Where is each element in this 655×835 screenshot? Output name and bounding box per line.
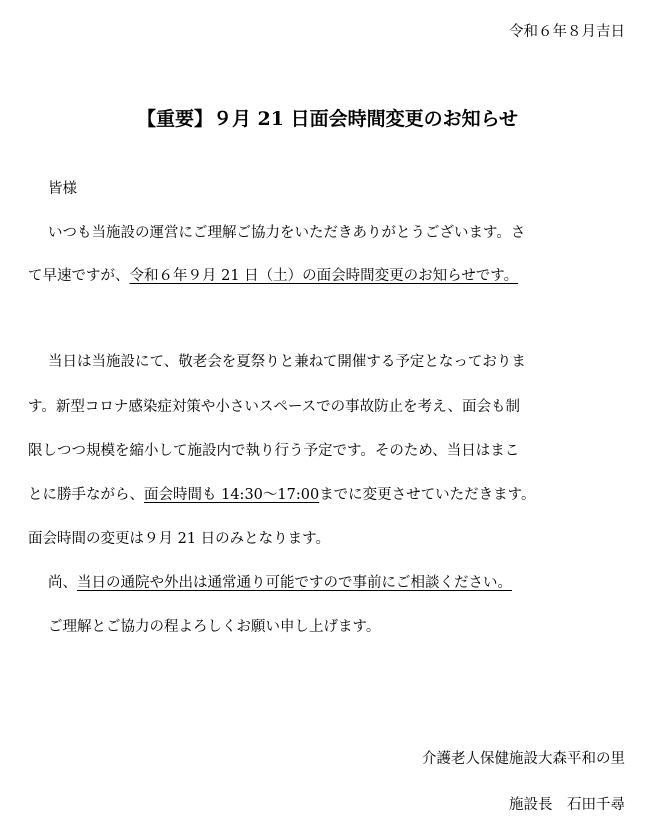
para1-line2-underlined: 令和６年９月 21 日（土）の面会時間変更のお知らせです。 — [129, 268, 519, 284]
para2-line4-underlined: 面会時間も 14:30～17:00 — [144, 487, 320, 503]
para3-line — [48, 571, 512, 592]
para1-line1: いつも当施設の運営にご理解ご協力をいただきありがとうございます。さ — [48, 225, 526, 241]
para2-line4-suffix: までに変更させていただきます。 — [319, 487, 536, 503]
closing-line: ご理解とご協力の程よろしくお願い申し上げます。 — [48, 619, 381, 635]
para1-line2 — [28, 264, 518, 285]
facility-name: 介護老人保健施設大森平和の里 — [422, 751, 625, 767]
document-title: 【重要】９月 21 日面会時間変更のお知らせ — [136, 108, 519, 130]
para2-line4 — [28, 483, 536, 504]
document-date: 令和６年８月吉日 — [509, 24, 625, 40]
para2-line5: 面会時間の変更は９月 21 日のみとなります。 — [28, 531, 331, 547]
director-name: 施設長 石田千尋 — [509, 797, 625, 813]
greeting: 皆様 — [48, 181, 77, 197]
para3-prefix: 尚、 — [48, 575, 77, 591]
para2-line2: す。新型コロナ感染症対策や小さいスペースでの事故防止を考え、面会も制 — [28, 399, 520, 415]
para1-line2-prefix: て早速ですが、 — [28, 268, 130, 284]
para2-line1: 当日は当施設にて、敬老会を夏祭りと兼ねて開催する予定となっておりま — [48, 354, 526, 370]
para2-line3: 限しつつ規模を縮小して施設内で執り行う予定です。そのため、当日はまこ — [28, 443, 520, 459]
para2-line4-prefix: とに勝手ながら、 — [28, 487, 144, 503]
para3-underlined: 当日の通院や外出は通常通り可能ですので事前にご相談ください。 — [77, 575, 512, 591]
